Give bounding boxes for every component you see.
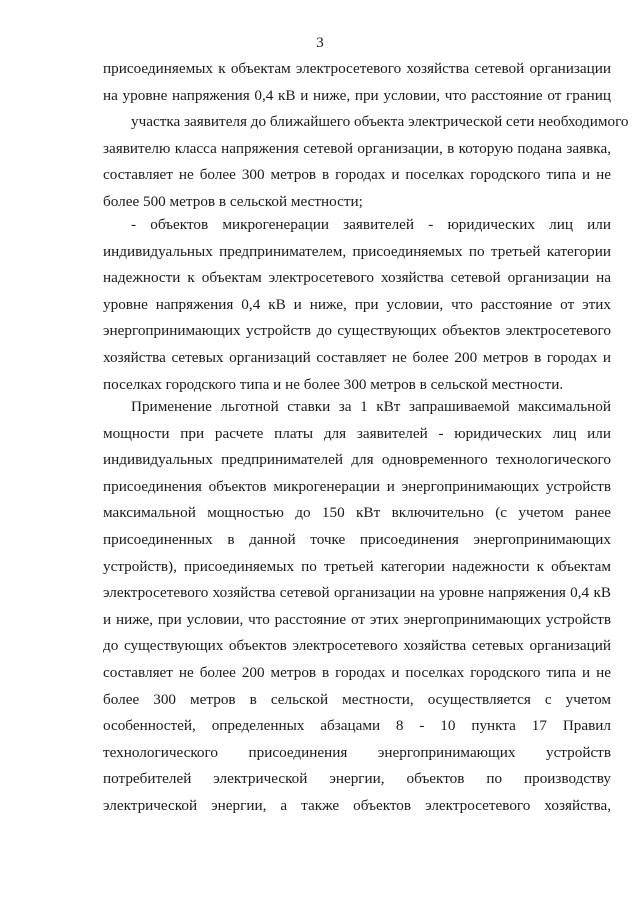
paragraph-preferential-rate	[103, 394, 611, 820]
text-line: хозяйства сетевых организаций составляет не более 200 метров в городах и	[103, 348, 611, 366]
text-line: заявителю класса напряжения сетевой организации, в которую подана заявка,	[103, 139, 611, 157]
text-line: более 300 метров в сельской местности, осуществляется с учетом	[103, 690, 611, 708]
text-line: потребителей электрической энергии, объектов по производству	[103, 770, 611, 788]
text-line: - объектов микрогенерации заявителей - юридических лиц или	[131, 216, 611, 233]
text-line: индивидуальных предпринимателей для одновременного технологического	[103, 451, 611, 469]
page-number: 3	[316, 35, 324, 51]
text-line: на уровне напряжения 0,4 кВ и ниже, при условии, что расстояние от границ	[103, 86, 611, 104]
text-line: электрической энергии, а также объектов электросетевого хозяйства,	[103, 796, 611, 814]
text-line: составляет не более 200 метров в городах и поселках городского типа и не	[103, 663, 611, 681]
text-line: присоединяемых к объектам электросетевого хозяйства сетевой организации	[103, 60, 611, 77]
text-line: более 500 метров в сельской местности;	[103, 192, 363, 210]
text-line: до существующих объектов электросетевого хозяйства сетевых организаций	[103, 637, 611, 655]
text-line: максимальной мощностью до 150 кВт включительно (с учетом ранее	[103, 504, 611, 522]
paragraph-microgeneration	[103, 212, 611, 398]
text-line: технологического присоединения энергопринимающих устройств	[103, 743, 611, 761]
text-line: Применение льготной ставки за 1 кВт запрашиваемой максимальной	[131, 398, 611, 415]
text-line: присоединенных в данной точке присоединения энергопринимающих	[103, 530, 611, 548]
text-line: уровне напряжения 0,4 кВ и ниже, при условии, что расстояние от этих	[103, 295, 611, 313]
text-line: мощности при расчете платы для заявителей - юридических лиц или	[103, 424, 611, 442]
text-line: особенностей, определенных абзацами 8 - 10 пункта 17 Правил	[103, 717, 611, 735]
text-line: надежности к объектам электросетевого хозяйства сетевой организации на	[103, 269, 611, 287]
text-line: устройств), присоединяемых по третьей категории надежности к объектам	[103, 557, 611, 575]
text-line: энергопринимающих устройств до существующих объектов электросетевого	[103, 322, 611, 340]
text-line: участка заявителя до ближайшего объекта электрической сети необходимого	[131, 113, 629, 131]
text-line: и ниже, при условии, что расстояние от этих энергопринимающих устройств	[103, 610, 611, 628]
paragraph-continuation	[103, 56, 629, 216]
text-line: индивидуальных предпринимателем, присоединяемых по третьей категории	[103, 242, 611, 260]
text-line: электросетевого хозяйства сетевой организации на уровне напряжения 0,4 кВ	[103, 584, 611, 602]
text-line: составляет не более 300 метров в городах и поселках городского типа и не	[103, 166, 611, 184]
text-line: присоединения объектов микрогенерации и энергопринимающих устройств	[103, 477, 611, 495]
text-line: поселках городского типа и не более 300 метров в сельской местности.	[103, 375, 564, 393]
